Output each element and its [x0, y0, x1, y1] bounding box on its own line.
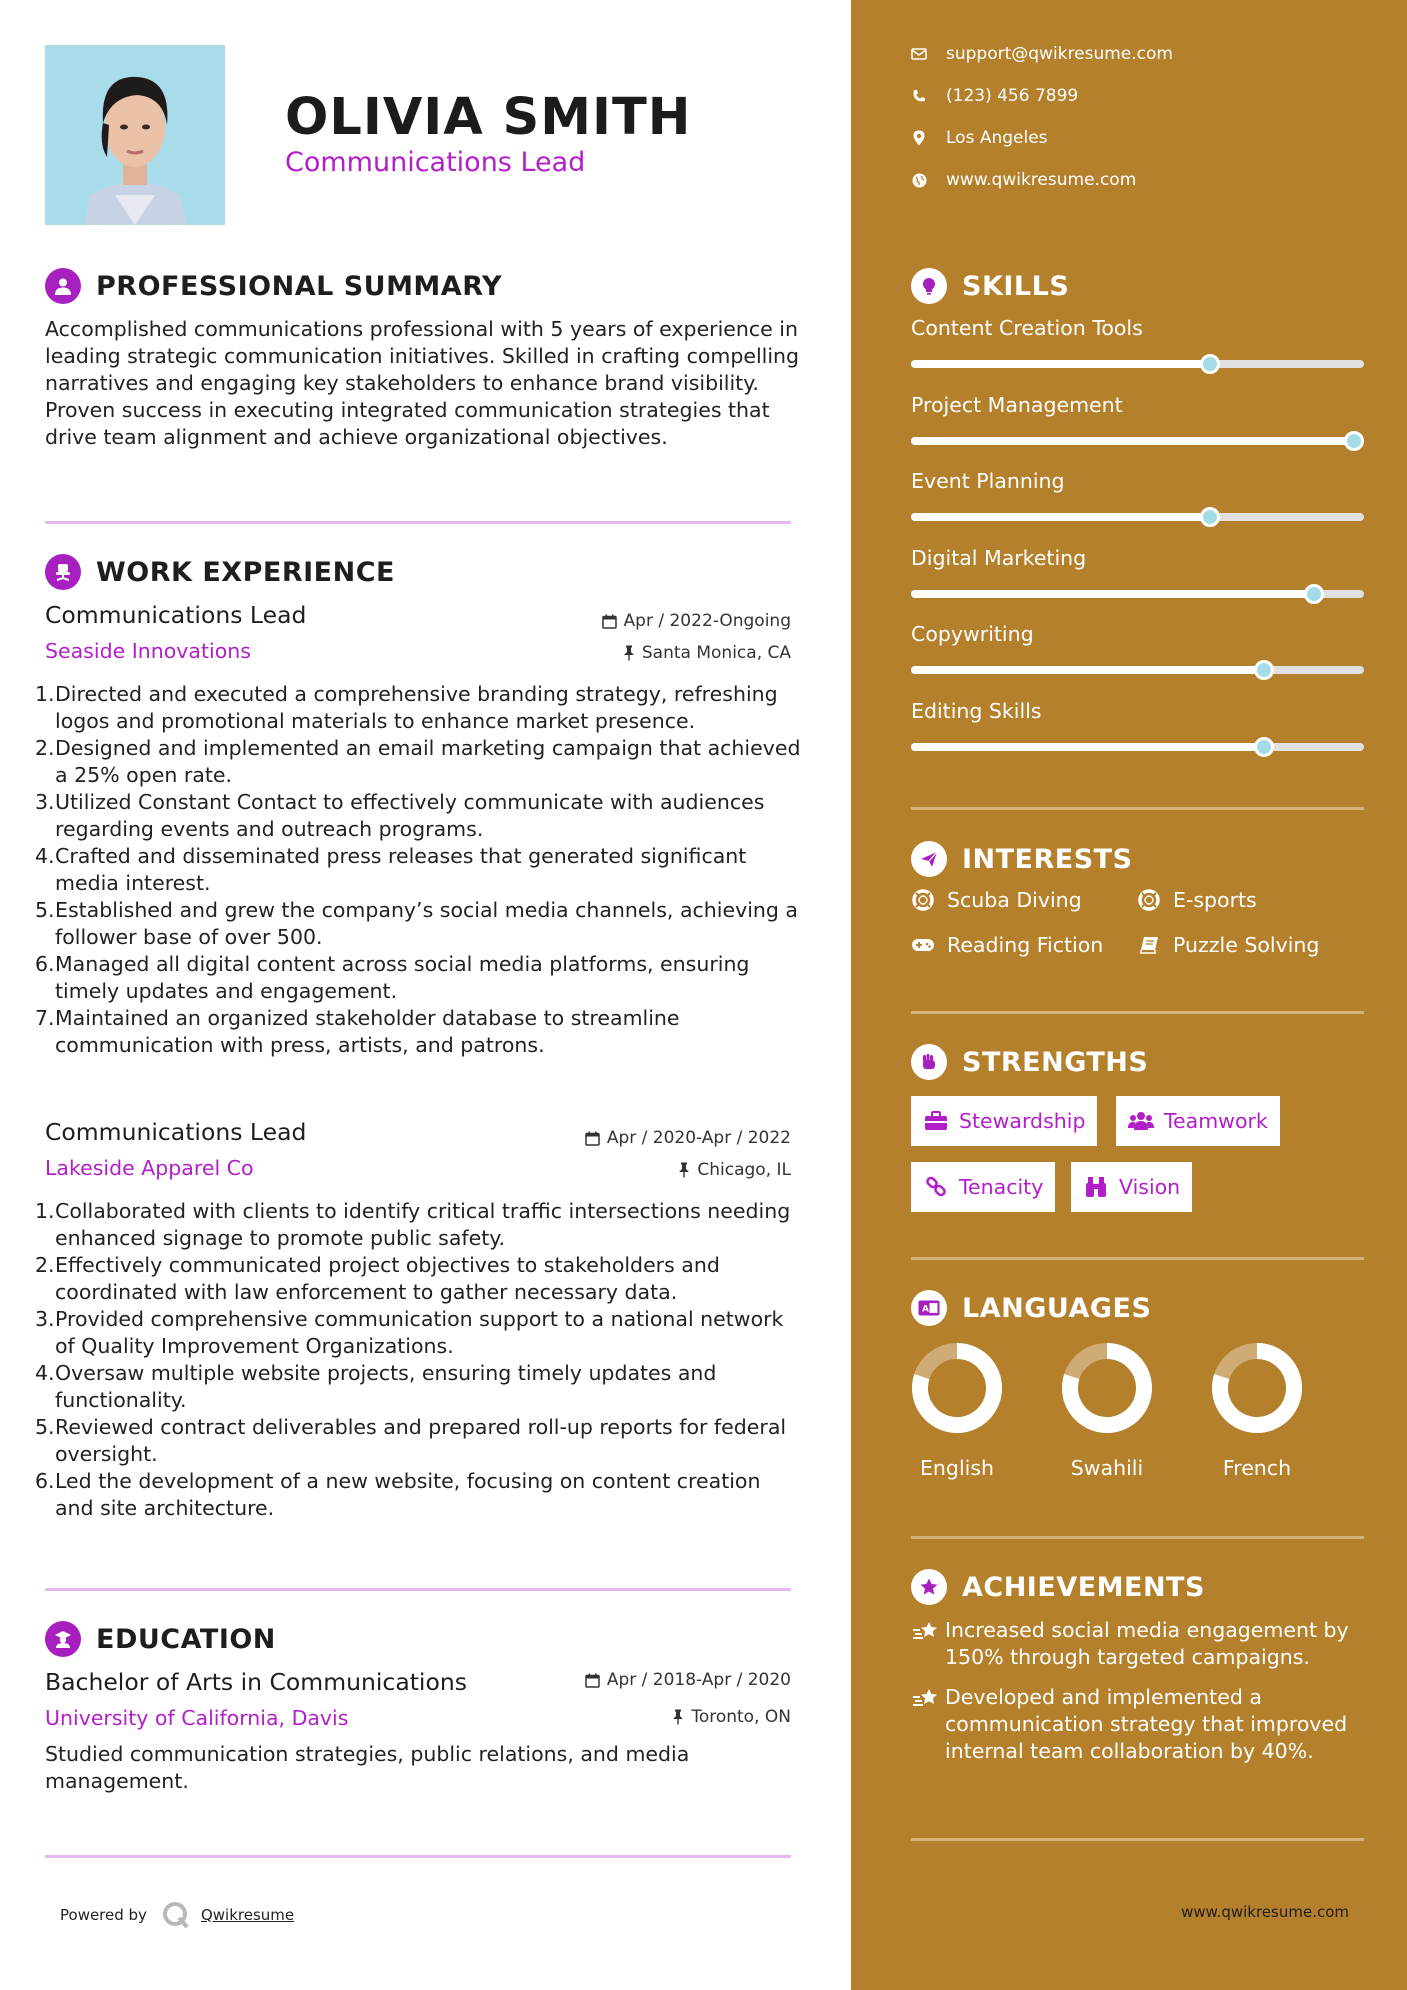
skill-bar-fill [911, 513, 1210, 521]
section-divider [911, 1536, 1364, 1539]
svg-text:A: A [922, 1304, 929, 1315]
interest-item [1137, 933, 1319, 957]
graduate-icon [45, 1621, 81, 1657]
strength-label: Tenacity [959, 1175, 1044, 1199]
section-divider [45, 521, 791, 524]
skill-label: Copywriting [911, 622, 1034, 646]
skill-bar-knob [1200, 507, 1220, 527]
link-icon [923, 1175, 949, 1199]
work-title: WORK EXPERIENCE [96, 556, 395, 588]
skill-bar [911, 513, 1364, 521]
summary-heading [45, 268, 502, 304]
section-divider [45, 1855, 791, 1858]
star-icon [911, 1569, 947, 1605]
contact-email [911, 44, 1173, 64]
strength-label: Stewardship [959, 1109, 1086, 1133]
languages-heading [911, 1290, 1151, 1326]
strength-tag [911, 1096, 1097, 1146]
section-divider [911, 1838, 1364, 1841]
achievement-text: Increased social media engagement by 150% through targeted campaigns. [945, 1618, 1349, 1669]
job-company: Lakeside Apparel Co [45, 1156, 254, 1180]
section-divider [45, 1588, 791, 1591]
interest-item [911, 888, 1082, 912]
phone-icon [911, 88, 927, 104]
candidate-title: Communications Lead [285, 147, 586, 178]
users-icon [1128, 1109, 1154, 1133]
skill-bar-fill [911, 666, 1264, 674]
calendar-icon [602, 614, 617, 629]
job-bullets [35, 681, 805, 1059]
education-location [672, 1707, 791, 1727]
list-item: 5. Established and grew the company’s social media channels, achieving a follower base of over 500. [35, 898, 798, 949]
skills-heading [911, 268, 1069, 304]
achievement-text: Developed and implemented a communication strategy that improved internal team collaboration by 40%. [945, 1685, 1348, 1763]
pin-icon [672, 1709, 684, 1725]
strength-tag [1071, 1162, 1192, 1212]
globe-icon [911, 172, 927, 188]
envelope-icon [911, 46, 927, 62]
strengths-heading [911, 1044, 1148, 1080]
pin-icon [623, 645, 635, 661]
language-label: French [1222, 1456, 1292, 1480]
paper-plane-icon [911, 841, 947, 877]
interests-title: INTERESTS [962, 843, 1133, 875]
achievements-heading [911, 1569, 1205, 1605]
translate-icon [911, 1290, 947, 1326]
interest-item [1137, 888, 1257, 912]
contact-phone [911, 86, 1078, 106]
education-dates-text: Apr / 2018-Apr / 2020 [606, 1670, 791, 1690]
education-dates [585, 1670, 791, 1690]
list-item: 1. Collaborated with clients to identify critical traffic intersections needing enhanced signage to promote public safety. [35, 1199, 791, 1250]
job-company: Seaside Innovations [45, 639, 251, 663]
job-location [678, 1160, 791, 1180]
education-title: EDUCATION [96, 1623, 276, 1655]
qwikresume-logo-icon [161, 1900, 191, 1930]
list-item: 6. Led the development of a new website, focusing on content creation and site architecture. [35, 1469, 761, 1520]
skill-label: Project Management [911, 392, 1123, 417]
map-marker-icon [911, 130, 927, 146]
skill-bar-knob [1304, 584, 1324, 604]
strength-tag [1116, 1096, 1280, 1146]
interest-label: Puzzle Solving [1173, 933, 1320, 957]
skill-bar-fill [911, 743, 1264, 751]
language-label: Swahili [1070, 1456, 1144, 1480]
list-item: 7. Maintained an organized stakeholder database to streamline communication with press, artists, and patrons. [35, 1006, 680, 1057]
interest-label: Reading Fiction [947, 933, 1104, 957]
skill-bar [911, 590, 1364, 598]
languages-title: LANGUAGES [962, 1292, 1152, 1324]
shooting-star-icon [911, 1617, 945, 1671]
list-item: 6. Managed all digital content across social media platforms, ensuring timely updates and engagement. [35, 952, 750, 1003]
language-item [1197, 1342, 1317, 1480]
interest-item [911, 933, 1103, 957]
school: University of California, Davis [45, 1706, 349, 1730]
strength-tag [911, 1162, 1055, 1212]
work-heading [45, 554, 395, 590]
lightbulb-icon [911, 268, 947, 304]
language-item [1047, 1342, 1167, 1480]
skill-label: Content Creation Tools [911, 316, 1143, 340]
book-icon [1137, 933, 1161, 957]
list-item: 1. Directed and executed a comprehensive branding strategy, refreshing logos and promotional materials to enhance market presence. [35, 682, 778, 733]
job-location-text: Chicago, IL [697, 1160, 791, 1180]
office-chair-icon [45, 554, 81, 590]
skill-bar-knob [1200, 354, 1220, 374]
education-heading [45, 1621, 276, 1657]
powered-by-label: Powered by [60, 1906, 147, 1924]
strengths-title: STRENGTHS [962, 1046, 1149, 1078]
job-dates-text: Apr / 2022-Ongoing [623, 611, 791, 631]
summary-text: Accomplished communications professional with 5 years of experience in leading strategic communication initiatives. Skilled in crafting compelling narratives and engaging key stakeholders to enhance brand visibility. Proven success in executing integrated communication strategies that drive team alignment and achieve organizational objectives. [45, 317, 800, 449]
phone-text: (123) 456 7899 [946, 86, 1079, 106]
job-bullets [35, 1198, 805, 1522]
achievement-item [911, 1617, 1371, 1671]
interests-heading [911, 841, 1133, 877]
list-item: 4. Crafted and disseminated press releases that generated significant media interest. [35, 844, 747, 895]
footer-website[interactable]: www.qwikresume.com [1181, 1903, 1349, 1921]
skill-label: Digital Marketing [911, 545, 1087, 570]
language-item [897, 1342, 1017, 1480]
summary-title: PROFESSIONAL SUMMARY [96, 270, 503, 302]
strength-label: Teamwork [1164, 1109, 1268, 1133]
qwikresume-link[interactable]: Qwikresume [200, 1906, 295, 1924]
candidate-name: OLIVIA SMITH [285, 88, 692, 147]
skill-bar [911, 743, 1364, 751]
section-divider [911, 1011, 1364, 1014]
life-ring-icon [911, 888, 935, 912]
skill-label: Editing Skills [911, 698, 1042, 723]
education-location-text: Toronto, ON [691, 1707, 791, 1727]
job-location-text: Santa Monica, CA [641, 643, 791, 663]
interest-label: Scuba Diving [947, 888, 1082, 912]
skills-title: SKILLS [962, 270, 1070, 302]
skill-label: Event Planning [911, 469, 1065, 493]
job-location [623, 643, 791, 663]
skill-bar-fill [911, 590, 1314, 598]
list-item: 4. Oversaw multiple website projects, ensuring timely updates and functionality. [35, 1361, 717, 1412]
powered-by [60, 1900, 294, 1930]
skill-bar-fill [911, 360, 1210, 368]
pin-icon [678, 1162, 690, 1178]
job-dates-text: Apr / 2020-Apr / 2022 [606, 1128, 791, 1148]
achievement-item [911, 1684, 1371, 1765]
list-item: 2. Effectively communicated project objectives to stakeholders and coordinated with law enforcement to gather necessary data. [35, 1253, 720, 1304]
job-dates [602, 611, 791, 631]
website-text: www.qwikresume.com [946, 170, 1137, 190]
job-dates [585, 1128, 791, 1148]
achievements-title: ACHIEVEMENTS [962, 1571, 1205, 1603]
interest-label: E-sports [1173, 888, 1257, 912]
skill-bar-knob [1254, 737, 1274, 757]
skill-bar [911, 437, 1364, 445]
list-item: 5. Reviewed contract deliverables and prepared roll-up reports for federal oversight. [35, 1415, 787, 1466]
sidebar [851, 0, 1407, 1990]
section-divider [911, 1257, 1364, 1260]
list-item: 3. Utilized Constant Contact to effectively communicate with audiences regarding events and outreach programs. [35, 790, 765, 841]
language-level-ring [911, 1342, 1003, 1434]
job-title: Communications Lead [45, 601, 307, 629]
calendar-icon [585, 1131, 600, 1146]
strength-label: Vision [1119, 1175, 1181, 1199]
job-title: Communications Lead [45, 1118, 307, 1146]
fist-icon [911, 1044, 947, 1080]
language-level-ring [1211, 1342, 1303, 1434]
location-text: Los Angeles [946, 128, 1048, 148]
language-level-ring [1061, 1342, 1153, 1434]
list-item: 2. Designed and implemented an email marketing campaign that achieved a 25% open rate. [35, 736, 801, 787]
contact-location [911, 128, 1048, 148]
gamepad-icon [911, 933, 935, 957]
skill-bar-knob [1344, 431, 1364, 451]
life-ring-icon [1137, 888, 1161, 912]
education-description: Studied communication strategies, public relations, and media management. [45, 1742, 690, 1793]
language-label: English [919, 1456, 995, 1480]
skill-bar [911, 666, 1364, 674]
profile-photo [45, 45, 225, 225]
skill-bar [911, 360, 1364, 368]
calendar-icon [585, 1673, 600, 1688]
user-icon [45, 268, 81, 304]
shooting-star-icon [911, 1684, 945, 1765]
contact-website [911, 170, 1136, 190]
section-divider [911, 807, 1364, 810]
skill-bar-knob [1254, 660, 1274, 680]
email-text: support@qwikresume.com [946, 44, 1173, 64]
list-item: 3. Provided comprehensive communication support to a national network of Quality Improvement Organizations. [35, 1307, 784, 1358]
binoculars-icon [1083, 1175, 1109, 1199]
briefcase-icon [923, 1109, 949, 1133]
skill-bar-fill [911, 437, 1364, 445]
degree: Bachelor of Arts in Communications [45, 1668, 467, 1696]
